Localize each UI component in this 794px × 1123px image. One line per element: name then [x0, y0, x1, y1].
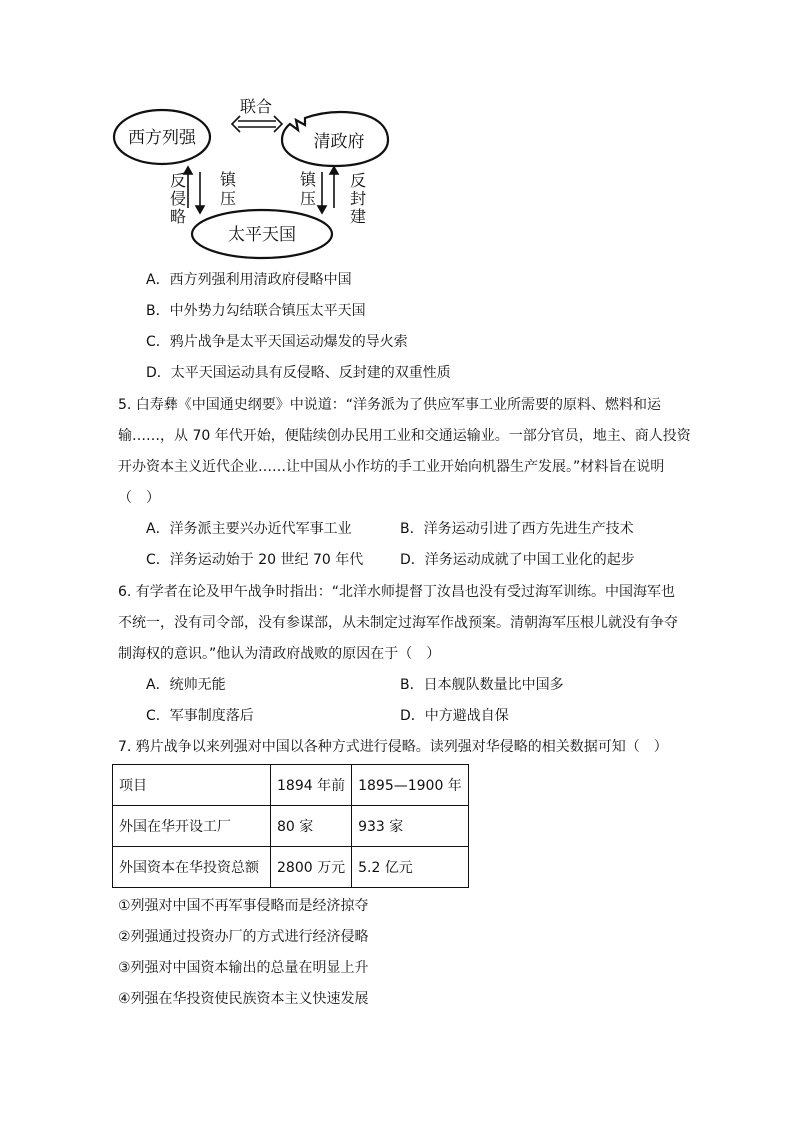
q7-statement-3: ③列强对中国资本输出的总量在明显上升 [118, 960, 369, 976]
alliance-label: 联合 [239, 97, 273, 116]
q5-option-b: B．洋务运动引进了西方先进生产技术 [400, 521, 634, 537]
q6-option-b: B．日本舰队数量比中国多 [400, 677, 564, 693]
q7-statement-1: ①列强对中国不再军事侵略而是经济掠夺 [118, 898, 369, 914]
table-cell: 外国资本在华投资总额 [113, 847, 271, 888]
right-down-label: 镇压 [300, 170, 317, 208]
q5-stem-line-1: 5. 白寿彝《中国通史纲要》中说道：“洋务派为了供应军事工业所需要的原料、燃料和运 [118, 397, 662, 413]
right-arrows [318, 167, 338, 213]
west-label: 西方列强 [128, 128, 196, 148]
q5-stem-line-3: 开办资本主义近代企业……让中国从小作坊的手工业开始向机器生产发展。”材料旨在说明 [118, 459, 665, 475]
q4-option-c: C．鸦片战争是太平天国运动爆发的导火索 [146, 334, 408, 350]
left-down-label: 镇压 [220, 170, 237, 208]
relationship-diagram [110, 88, 410, 268]
q5-stem-line-2: 输……，从 70 年代开始，便陆续创办民用工业和交通运输业。一部分官员，地主、商人投资 [118, 428, 691, 444]
qing-label: 清政府 [313, 132, 365, 152]
table-cell: 外国在华开设工厂 [113, 806, 271, 847]
q5-option-d: D．洋务运动成就了中国工业化的起步 [400, 552, 635, 568]
q4-option-d: D．太平天国运动具有反侵略、反封建的双重性质 [146, 365, 451, 381]
right-up-label: 反封建 [350, 171, 367, 226]
q6-stem-line-2: 不统一，没有司令部，没有参谋部，从未制定过海军作战预案。清朝海军压根儿就没有争夺 [118, 615, 678, 631]
q6-option-d: D．中方避战自保 [400, 708, 509, 724]
table-header-cell: 项目 [113, 765, 271, 806]
q6-option-c: C．军事制度落后 [146, 708, 254, 724]
q7-statement-4: ④列强在华投资使民族资本主义快速发展 [118, 991, 369, 1007]
q4-option-b: B．中外势力勾结联合镇压太平天国 [146, 303, 366, 319]
q5-option-c: C．洋务运动始于 20 世纪 70 年代 [146, 552, 364, 568]
q6-stem-line-3: 制海权的意识。”他认为清政府战败的原因在于（ ） [118, 646, 441, 662]
left-up-label: 反侵略 [170, 171, 187, 226]
q7-stem: 7. 鸦片战争以来列强对中国以各种方式进行侵略。读列强对华侵略的相关数据可知（ ） [118, 739, 668, 755]
q6-stem-line-1: 6. 有学者在论及甲午战争时指出：“北洋水师提督丁汝昌也没有受过海军训练。中国海军也 [118, 584, 676, 600]
q7-statement-2: ②列强通过投资办厂的方式进行经济侵略 [118, 929, 369, 945]
left-arrows [184, 167, 204, 213]
q4-option-a: A．西方列强利用清政府侵略中国 [146, 272, 352, 288]
alliance-arrow [232, 116, 282, 132]
q6-option-a: A．统帅无能 [146, 677, 226, 693]
table-row [113, 847, 469, 888]
q5-option-a: A．洋务派主要兴办近代军事工业 [146, 521, 352, 537]
table-header-cell: 1894 年前 [271, 765, 352, 806]
table-cell: 933 家 [352, 806, 469, 847]
table-cell: 2800 万元 [271, 847, 352, 888]
investment-table [112, 764, 469, 888]
table-cell: 5.2 亿元 [352, 847, 469, 888]
table-header-row [113, 765, 469, 806]
taiping-label: 太平天国 [228, 225, 296, 245]
table-cell: 80 家 [271, 806, 352, 847]
q5-stem-line-4: （ ） [118, 490, 160, 506]
table-row [113, 806, 469, 847]
table-header-cell: 1895—1900 年 [352, 765, 469, 806]
